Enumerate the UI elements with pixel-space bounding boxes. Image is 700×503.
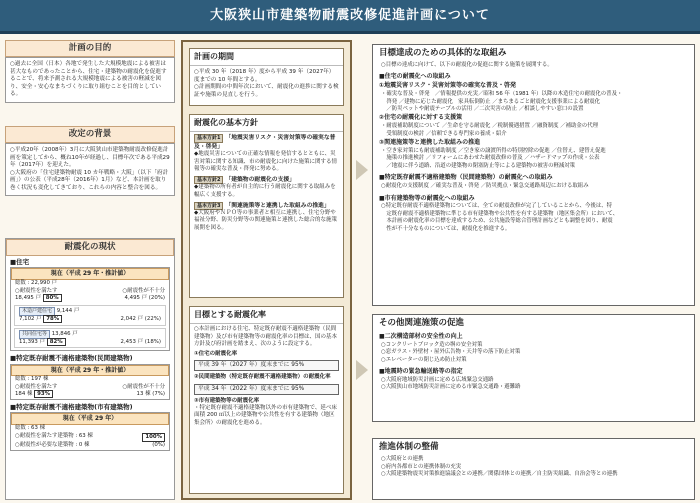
policy-head-3: 「関連施策等と連携した取組みの推進」 — [225, 202, 330, 209]
efforts-city-head: ■市有建築物等の耐震化への取組み — [379, 194, 475, 202]
city-ng-label: ○耐震性が必要な建築物 : 0 棟 — [15, 442, 90, 449]
background-p1: ○平成20年（2008年）3月に大阪狭山市建築物耐震改修促進計画を策定してから、概ね10年が経過し、目標年次である平成29年（2017年）を迎えた。 — [10, 147, 170, 169]
detached-ok-pct: 78% — [43, 315, 62, 323]
city-ok-label: ○耐震性を満たす建築物 : 63 棟 — [15, 432, 93, 439]
efforts-city-line: 本計画の耐震化率の目標を達成するため、公共施設等総合管理計画などとも調整を図り、耐震 — [381, 218, 613, 225]
policy-title: 耐震化の基本方針 — [190, 115, 343, 132]
efforts-s3-line: 施策の推進検討 ／リフォームにあわせた耐震改修の普及 ／ハザードマップの作成・公表 — [381, 155, 600, 162]
structure-item: ○大阪建築物震災対策推進協議会との連携／関係団体との連携／自主防災組織、自治会等との連携 — [381, 470, 618, 477]
efforts-s1-line: ・確実な普及・啓発 ／情報提供の充実／昭和 56 年（1981 年）以降の木造住宅の耐震化の普及・ — [381, 91, 623, 98]
housing-ok-val: 18,495 戸 — [15, 295, 41, 302]
housing-stat-head: 現在（平成 29 年・推計値） — [11, 268, 169, 280]
private-specific-box — [10, 364, 170, 400]
detached-box — [14, 305, 166, 326]
policy-box — [189, 114, 344, 298]
detached-ng-val: 2,042 戸 — [120, 315, 144, 322]
collective-ng-pct: (18%) — [144, 338, 161, 345]
efforts-city-line: ○特定既存耐震不適格建築物については、全ての耐震改修が完了していることから、今後は、特 — [381, 203, 613, 210]
related-l1-item: ○窓ガラス・外壁材・屋外広告物・天井等の落下防止対策 — [381, 349, 521, 356]
related-box — [372, 314, 695, 422]
housing-ok-pct: 80% — [43, 294, 62, 302]
arrow-right-icon — [356, 360, 368, 380]
policy-body-2: ◆建築物の所有者が自主的に行う耐震化に関する取組みを幅広く支援する。 — [194, 184, 336, 198]
private-specific-label: ■特定既存耐震不適格建築物(民間建築物) — [10, 354, 133, 363]
background-p2: ○大阪府の「住宅建築物耐震 10 カ年戦略・大阪」（以下「府計画」）の公表（平成28年（2016年）1月）など、本計画を取り巻く状況も変化してきており、これらの内容と整合を図る。 — [10, 169, 169, 191]
page-title: 大阪狭山市建築物耐震改修促進計画について — [210, 8, 490, 23]
private-ok-val: 184 棟 — [15, 391, 33, 398]
structure-box — [372, 438, 695, 500]
policy-body-1: ◆地震災害についての正確な情報を発信するとともに、災害対策に関する知識、市の耐震化に向けた施策に関する情報等の確実な普及・啓発に努める。 — [194, 151, 338, 172]
related-h2: ■地震時の緊急輸送路等の指定 — [379, 368, 463, 376]
city-ng-pct: (0%) — [152, 442, 165, 449]
efforts-box — [372, 44, 695, 306]
period-box — [189, 48, 344, 106]
target-1-label: ①住宅の耐震化率 — [194, 350, 238, 357]
private-ng-val: 13 棟 — [136, 391, 151, 398]
page-header — [0, 0, 700, 34]
efforts-s3-line: ／地震に伴う道路、沿道の建築物の閉塞防止等による建築物の被害の軽減対策 — [381, 162, 576, 169]
efforts-housing-head: ■住宅の耐震化への取組み — [379, 72, 451, 80]
related-h1: ■二次構造部材の安全性の向上 — [379, 333, 463, 341]
efforts-title: 目標達成のための具体的な取組み — [379, 48, 507, 58]
efforts-s3-head: ③関連施策等と連携した取組みの推進 — [379, 139, 481, 147]
housing-ng-val: 4,495 戸 — [124, 295, 148, 302]
policy-tag-3: 基本方針3 — [194, 202, 223, 211]
purpose-section — [5, 40, 175, 103]
private-ng-pct: (7%) — [152, 391, 165, 398]
city-specific-label: ■特定既存耐震不適格建築物(市有建築物) — [10, 403, 133, 412]
background-body — [5, 143, 175, 196]
housing-stat-box — [10, 267, 170, 351]
target-3-body: ・特定既存耐震不適格建築物以外の市有建築物で、延べ床面積 200 ㎡以上の建築物や公共性を有する建築物（地区集会所）の耐震化を進める。 — [194, 405, 337, 426]
collective-ng-val: 2,453 戸 — [120, 338, 144, 345]
policy-head-1: 「地震災害リスク・災害対策等の確実な普及・啓発」 — [194, 135, 336, 150]
target-2-bar: 平成 34 年（2022 年）度末までに 95% — [194, 384, 339, 396]
related-l1-item: ○コンクリートブロック造の塀の安全対策 — [381, 341, 483, 348]
policy-item — [194, 202, 339, 232]
efforts-s1-line: 啓発 ／建物に応じた耐震化 家具転倒防止 ／まちまるごと耐震化支援事業による耐震化 — [381, 98, 601, 105]
efforts-specific-head: ■特定既存耐震不適格建築物（民間建築物）の耐震化への取組み — [379, 174, 553, 182]
detached-total: 9,144 戸 — [56, 307, 80, 314]
related-l1-item: ○エレベーターの閉じ込め防止対策 — [381, 356, 467, 363]
policy-item — [194, 134, 339, 172]
policy-item — [194, 176, 339, 199]
housing-ng-label: ○耐震性が不十分 — [122, 287, 165, 294]
collective-tag: 共同住宅等 — [19, 330, 50, 339]
purpose-body: ○過去に全国（日本）各地で発生した大規模地震による被害は甚大なものであったことから、住宅・建築物の耐震化を促進することで、将来予測される大規模地震による被害の軽減を図り、安全・安心なまちづくりに取り組むことを目的としている。 — [5, 57, 175, 103]
background-section — [5, 126, 175, 196]
collective-total: 13,846 戸 — [51, 330, 78, 337]
efforts-specific-line: ○耐震化の支援制度 ／確実な普及・啓発 ／防災拠点・緊急交通路周辺における取組み — [381, 183, 589, 190]
related-l2-item: ○大阪狭山市地域防災計画に定める市緊急交通路・避難路 — [381, 384, 521, 391]
efforts-s1-line: ／防災ペットや耐震テーブルの活用 ／二次災害の防止 ／相談しやすい窓口の設置 — [381, 106, 584, 112]
efforts-intro: ○目標の達成に向けて、以下の耐震化の促進に関する施策を展開する。 — [381, 62, 553, 69]
housing-total: 総数 : 22,990 戸 — [15, 280, 57, 287]
period-title: 計画の期間 — [190, 49, 343, 66]
efforts-city-line: 性が不十分なものについては、耐震化を推進する。 — [381, 225, 511, 232]
city-specific-total: 総数 : 63 棟 — [15, 425, 45, 432]
housing-ok-label: ○耐震性を満たす — [15, 287, 58, 294]
policy-head-2: 「建築物の耐震化の支援」 — [225, 176, 295, 183]
private-ok-label: ○耐震性を満たす — [15, 383, 58, 390]
related-title: その他関連施策の促進 — [379, 318, 465, 328]
background-title: 改定の背景 — [5, 126, 175, 143]
purpose-title: 計画の目的 — [5, 40, 175, 57]
policy-tag-2: 基本方針2 — [194, 176, 223, 185]
policy-tag-1: 基本方針1 — [194, 134, 223, 143]
detached-ng-pct: (22%) — [144, 315, 161, 322]
efforts-s1-head: ①地震災害リスク・災害対策等の確実な普及・啓発 — [379, 82, 516, 90]
detached-ok-val: 7,102 戸 — [19, 315, 42, 322]
city-specific-box — [10, 412, 170, 450]
target-1-bar: 平成 39 年（2027 年）度末までに 95% — [194, 360, 339, 372]
collective-box — [14, 328, 166, 349]
collective-ok-pct: 82% — [47, 338, 66, 346]
related-l2-item: ○大阪府地域防災計画に定める広域緊急交通路 — [381, 377, 494, 383]
period-p2: ○計画期間の中間年次において、耐震化の進捗に関する検証や施策の見直しを行う。 — [194, 84, 339, 99]
efforts-s2-line: 受領制度の検討 ／信頼できる専門家の養成・紹介 — [381, 130, 507, 137]
collective-ok-val: 11,393 戸 — [19, 338, 45, 345]
status-section — [5, 238, 175, 500]
arrow-right-icon — [356, 160, 368, 180]
private-ok-pct: 93% — [34, 390, 53, 398]
efforts-s2-head: ②住宅の耐震化に対する支援策 — [379, 114, 463, 122]
center-panel — [181, 40, 352, 500]
policy-body-3: ◆大阪府やＮＰＯ等の事業者と相互に連携し、住宅分野や福祉分野、防災分野等の関連施策と連携した総合的な施策展開を図る。 — [194, 210, 338, 231]
housing-ng-pct: (20%) — [148, 295, 165, 302]
efforts-city-line: 定既存耐震不適格建築物に準じる市有建築物や公共性を有する建築物（地区集会所）において、 — [381, 210, 619, 217]
private-specific-head: 現在（平成 29 年・推計値） — [11, 365, 169, 377]
efforts-s3-line: ・空き家対策にも耐震補助制度 ／空き家の譲渡所得の特別控除の促進 ／住替え、建替え促進 — [381, 147, 606, 154]
housing-label: ■住宅 — [10, 258, 30, 267]
target-box — [189, 306, 344, 494]
efforts-s2-line: ・耐震補助制度について ／生命を守る耐震化 ／税制優遇措置 ／融資制度 ／補助金の代理 — [381, 123, 598, 130]
private-specific-total: 総数 : 197 棟 — [15, 376, 49, 383]
structure-title: 推進体制の整備 — [379, 442, 439, 452]
structure-item: ○府内各都市との連携体制の充実 — [381, 463, 462, 470]
detached-tag: 木造戸建住宅 — [19, 307, 55, 316]
city-specific-head: 現在（平成 29 年） — [11, 413, 169, 425]
target-2-label: ②民間建築物（特定既存耐震不適格建築物）の耐震化率 — [194, 374, 331, 381]
structure-item: ○大阪府との連携 — [381, 456, 424, 463]
target-3-label: ③市有建築物等の耐震化率 — [194, 398, 260, 405]
target-title: 目標とする耐震化率 — [190, 307, 343, 324]
period-p1: ○平成 30 年（2018 年）度から平成 39 年（2027年）度までの 10 年間とする。 — [194, 69, 335, 83]
private-ng-label: ○耐震性が不十分 — [122, 383, 165, 390]
city-ok-pct: 100% — [142, 433, 165, 443]
status-title: 耐震化の現状 — [6, 239, 174, 256]
target-intro: ○本計画における住宅、特定既存耐震不適格建築物（民間建築物）及び市有建築物等の耐震化率の目標は、国の基本方針及び府計画を踏まえ、次のように設定する。 — [194, 326, 338, 347]
